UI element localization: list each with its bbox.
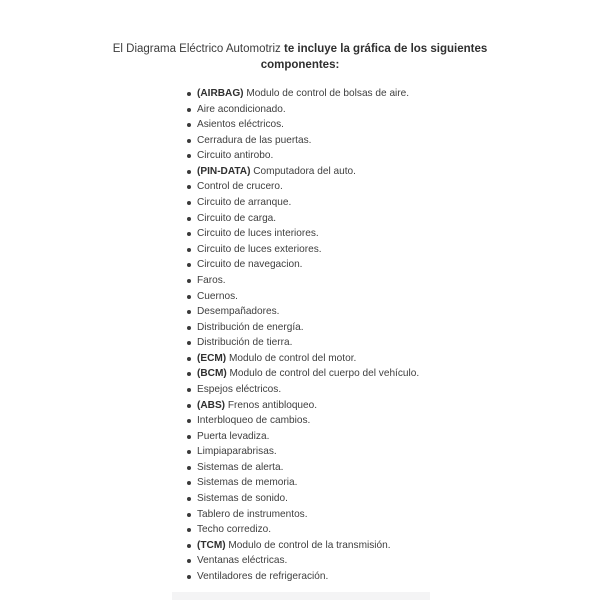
list-item (185, 398, 545, 414)
component-description: Limpiaparabrisas. (197, 446, 277, 458)
list-item (185, 117, 545, 133)
bullet-icon (187, 435, 191, 439)
list-item (185, 257, 545, 273)
list-item (185, 382, 545, 398)
bullet-icon (187, 248, 191, 252)
component-description: Distribución de energía. (197, 321, 304, 333)
bullet-icon (187, 295, 191, 299)
list-item (185, 195, 545, 211)
list-item (185, 273, 545, 289)
list-item (185, 289, 545, 305)
component-description: Desempañadores. (197, 306, 280, 318)
list-item (185, 211, 545, 227)
intro-paragraph (100, 41, 500, 73)
bullet-icon (187, 185, 191, 189)
component-abbreviation: (TCM) (197, 539, 226, 551)
component-description: Faros. (197, 274, 226, 286)
component-description: Sistemas de alerta. (197, 461, 284, 473)
list-item (185, 86, 545, 102)
bullet-icon (187, 372, 191, 376)
component-description: Circuito de arranque. (197, 197, 292, 209)
list-item (185, 242, 545, 258)
bullet-icon (187, 139, 191, 143)
list-item (185, 320, 545, 336)
list-item (185, 460, 545, 476)
bullet-icon (187, 419, 191, 423)
bullet-icon (187, 201, 191, 205)
component-description: Sistemas de sonido. (197, 493, 288, 505)
component-abbreviation: (ECM) (197, 352, 227, 364)
list-item (185, 366, 545, 382)
list-item (185, 429, 545, 445)
component-description: Frenos antibloqueo. (225, 399, 318, 411)
bullet-icon (187, 357, 191, 361)
component-description: Techo corredizo. (197, 524, 272, 536)
component-description: Puerta levadiza. (197, 430, 270, 442)
component-abbreviation: (PIN-DATA) (197, 165, 251, 177)
component-description: Aire acondicionado. (197, 103, 286, 115)
bullet-icon (187, 263, 191, 267)
list-item (185, 304, 545, 320)
list-item (185, 522, 545, 538)
list-item (185, 538, 545, 554)
bullet-icon (187, 123, 191, 127)
list-item (185, 413, 545, 429)
list-item (185, 507, 545, 523)
component-description: Sistemas de memoria. (197, 477, 298, 489)
component-description: Modulo de control del cuerpo del vehículo. (226, 368, 420, 380)
bullet-icon (187, 575, 191, 579)
component-description: Tablero de instrumentos. (197, 508, 308, 520)
component-description: Circuito de navegacion. (197, 259, 303, 271)
bullet-icon (187, 544, 191, 548)
component-description: Modulo de control del motor. (226, 352, 357, 364)
component-description: Ventiladores de refrigeración. (197, 570, 329, 582)
list-item (185, 491, 545, 507)
intro-line-2: componentes: (260, 59, 340, 71)
list-item (185, 569, 545, 585)
component-description: Asientos eléctricos. (197, 119, 284, 131)
component-description: Distribución de tierra. (197, 337, 293, 349)
bullet-icon (187, 497, 191, 501)
component-description: Circuito antirobo. (197, 150, 274, 162)
bullet-icon (187, 92, 191, 96)
component-description: Circuito de luces interiores. (197, 228, 319, 240)
component-description: Modulo de control de bolsas de aire. (243, 88, 410, 99)
components-list (185, 86, 545, 585)
bullet-icon (187, 326, 191, 330)
list-item (185, 444, 545, 460)
bullet-icon (187, 450, 191, 454)
bullet-icon (187, 559, 191, 563)
intro-bold-text: te incluye la gráfica de los siguientes (284, 43, 488, 55)
bullet-icon (187, 466, 191, 470)
list-item (185, 351, 545, 367)
list-item (185, 226, 545, 242)
bullet-icon (187, 341, 191, 345)
bullet-icon (187, 232, 191, 236)
list-item (185, 179, 545, 195)
bullet-icon (187, 170, 191, 174)
component-description: Control de crucero. (197, 181, 283, 193)
intro-normal-text: El Diagrama Eléctrico Automotriz (112, 43, 285, 55)
list-item (185, 148, 545, 164)
component-description: Cerradura de las puertas. (197, 134, 312, 146)
list-item (185, 475, 545, 491)
bullet-icon (187, 108, 191, 112)
component-description: Computadora del auto. (250, 165, 356, 177)
list-item (185, 133, 545, 149)
list-item (185, 553, 545, 569)
component-description: Circuito de luces exteriores. (197, 243, 322, 255)
bullet-icon (187, 217, 191, 221)
intro-line-1 (100, 41, 500, 57)
component-description: Ventanas eléctricas. (197, 555, 288, 567)
component-description: Cuernos. (197, 290, 238, 302)
bullet-icon (187, 481, 191, 485)
component-description: Circuito de carga. (197, 212, 277, 224)
bullet-icon (187, 310, 191, 314)
footer-strip (172, 592, 430, 600)
bullet-icon (187, 404, 191, 408)
component-description: Espejos eléctricos. (197, 383, 282, 395)
component-abbreviation: (BCM) (197, 368, 227, 380)
list-item (185, 164, 545, 180)
bullet-icon (187, 513, 191, 517)
bullet-icon (187, 528, 191, 532)
bullet-icon (187, 154, 191, 158)
list-item (185, 102, 545, 118)
list-item (185, 335, 545, 351)
component-description: Modulo de control de la transmisión. (225, 539, 391, 551)
bullet-icon (187, 279, 191, 283)
component-description: Interbloqueo de cambios. (197, 415, 311, 427)
bullet-icon (187, 388, 191, 392)
component-abbreviation: (AIRBAG) (197, 88, 244, 99)
component-abbreviation: (ABS) (197, 399, 226, 411)
